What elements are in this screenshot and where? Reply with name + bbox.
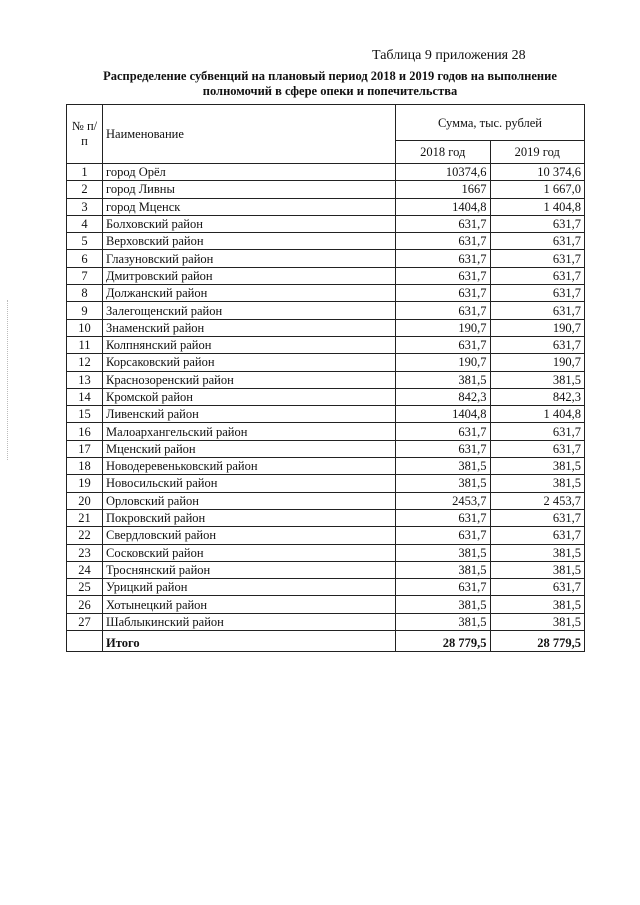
row-2019: 842,3 <box>490 388 585 405</box>
row-name: Свердловский район <box>103 527 396 544</box>
table-row <box>67 509 585 526</box>
row-2018: 381,5 <box>396 475 491 492</box>
row-2018: 631,7 <box>396 579 491 596</box>
row-num: 20 <box>67 492 103 509</box>
table-row <box>67 198 585 215</box>
row-2019: 2 453,7 <box>490 492 585 509</box>
row-2018: 381,5 <box>396 544 491 561</box>
table-row <box>67 544 585 561</box>
row-2019: 631,7 <box>490 336 585 353</box>
row-2019: 1 404,8 <box>490 198 585 215</box>
row-2019: 381,5 <box>490 458 585 475</box>
row-2018: 631,7 <box>396 267 491 284</box>
row-num: 7 <box>67 267 103 284</box>
row-name: Хотынецкий район <box>103 596 396 613</box>
row-2019: 631,7 <box>490 579 585 596</box>
table-row <box>67 354 585 371</box>
row-num: 26 <box>67 596 103 613</box>
row-name: Верховский район <box>103 233 396 250</box>
row-name: Кромской район <box>103 388 396 405</box>
table-body <box>67 164 585 631</box>
row-2018: 381,5 <box>396 458 491 475</box>
table-row <box>67 527 585 544</box>
row-2019: 631,7 <box>490 233 585 250</box>
row-2018: 631,7 <box>396 215 491 232</box>
header-name: Наименование <box>103 105 396 164</box>
row-name: город Орёл <box>103 164 396 181</box>
row-num: 9 <box>67 302 103 319</box>
total-2019: 28 779,5 <box>490 631 585 652</box>
row-name: Ливенский район <box>103 406 396 423</box>
row-2019: 631,7 <box>490 215 585 232</box>
row-2019: 381,5 <box>490 596 585 613</box>
row-num: 6 <box>67 250 103 267</box>
header-num <box>67 105 103 164</box>
row-2019: 631,7 <box>490 423 585 440</box>
row-2019: 1 404,8 <box>490 406 585 423</box>
row-name: Краснозоренский район <box>103 371 396 388</box>
row-num: 22 <box>67 527 103 544</box>
row-num: 1 <box>67 164 103 181</box>
row-num: 17 <box>67 440 103 457</box>
table-row <box>67 164 585 181</box>
row-2018: 381,5 <box>396 596 491 613</box>
row-name: Колпнянский район <box>103 336 396 353</box>
table-row <box>67 579 585 596</box>
row-num: 21 <box>67 509 103 526</box>
row-name: Орловский район <box>103 492 396 509</box>
table-row <box>67 423 585 440</box>
row-num: 23 <box>67 544 103 561</box>
row-2018: 631,7 <box>396 233 491 250</box>
table-row <box>67 492 585 509</box>
row-2019: 631,7 <box>490 250 585 267</box>
row-2018: 631,7 <box>396 440 491 457</box>
row-name: город Мценск <box>103 198 396 215</box>
row-2018: 1404,8 <box>396 406 491 423</box>
table-row <box>67 285 585 302</box>
row-2018: 631,7 <box>396 509 491 526</box>
row-2019: 381,5 <box>490 475 585 492</box>
row-name: Дмитровский район <box>103 267 396 284</box>
row-num: 10 <box>67 319 103 336</box>
row-2018: 631,7 <box>396 423 491 440</box>
table-row <box>67 596 585 613</box>
row-2019: 631,7 <box>490 509 585 526</box>
table-row <box>67 181 585 198</box>
appendix-label: Таблица 9 приложения 28 <box>372 48 526 63</box>
row-2018: 190,7 <box>396 319 491 336</box>
row-num: 14 <box>67 388 103 405</box>
row-2018: 2453,7 <box>396 492 491 509</box>
row-2018: 190,7 <box>396 354 491 371</box>
table-row <box>67 440 585 457</box>
row-name: Новодеревеньковский район <box>103 458 396 475</box>
total-num-cell <box>67 631 103 652</box>
table-row <box>67 302 585 319</box>
row-2019: 1 667,0 <box>490 181 585 198</box>
row-name: Болховский район <box>103 215 396 232</box>
row-2018: 1404,8 <box>396 198 491 215</box>
header-2018: 2018 год <box>396 141 491 164</box>
row-2018: 631,7 <box>396 250 491 267</box>
row-name: Урицкий район <box>103 579 396 596</box>
row-2019: 190,7 <box>490 319 585 336</box>
row-2018: 842,3 <box>396 388 491 405</box>
row-num: 3 <box>67 198 103 215</box>
subsidy-table <box>66 104 585 652</box>
row-name: Знаменский район <box>103 319 396 336</box>
header-num-label: № п/п <box>71 119 98 148</box>
table-row <box>67 267 585 284</box>
total-2018: 28 779,5 <box>396 631 491 652</box>
row-name: Малоархангельский район <box>103 423 396 440</box>
row-2019: 631,7 <box>490 285 585 302</box>
row-2018: 381,5 <box>396 371 491 388</box>
row-num: 25 <box>67 579 103 596</box>
row-num: 27 <box>67 613 103 630</box>
row-2019: 381,5 <box>490 544 585 561</box>
table-row <box>67 371 585 388</box>
row-num: 13 <box>67 371 103 388</box>
row-2018: 10374,6 <box>396 164 491 181</box>
row-2018: 381,5 <box>396 613 491 630</box>
table-row <box>67 458 585 475</box>
row-2019: 631,7 <box>490 527 585 544</box>
row-num: 4 <box>67 215 103 232</box>
row-num: 15 <box>67 406 103 423</box>
table-row <box>67 406 585 423</box>
table-row <box>67 233 585 250</box>
row-num: 2 <box>67 181 103 198</box>
row-num: 19 <box>67 475 103 492</box>
row-num: 5 <box>67 233 103 250</box>
row-name: Новосильский район <box>103 475 396 492</box>
table-row <box>67 319 585 336</box>
row-name: Шаблыкинский район <box>103 613 396 630</box>
row-name: Троснянский район <box>103 561 396 578</box>
row-name: Должанский район <box>103 285 396 302</box>
row-2019: 381,5 <box>490 371 585 388</box>
row-name: Сосковский район <box>103 544 396 561</box>
row-name: Мценский район <box>103 440 396 457</box>
total-row <box>67 631 585 652</box>
row-num: 11 <box>67 336 103 353</box>
row-name: город Ливны <box>103 181 396 198</box>
row-num: 18 <box>67 458 103 475</box>
row-2019: 631,7 <box>490 302 585 319</box>
table-row <box>67 336 585 353</box>
total-label: Итого <box>103 631 396 652</box>
scan-edge-line <box>7 300 8 460</box>
row-name: Корсаковский район <box>103 354 396 371</box>
table-row <box>67 250 585 267</box>
row-2018: 381,5 <box>396 561 491 578</box>
table-row <box>67 561 585 578</box>
row-2019: 381,5 <box>490 613 585 630</box>
row-2019: 190,7 <box>490 354 585 371</box>
row-2019: 631,7 <box>490 267 585 284</box>
header-2019: 2019 год <box>490 141 585 164</box>
row-name: Залегощенский район <box>103 302 396 319</box>
table-row <box>67 215 585 232</box>
row-2019: 381,5 <box>490 561 585 578</box>
document-title: Распределение субвенций на плановый период 2018 и 2019 годов на выполнение полномочий в сфере опеки и попечительства <box>103 69 557 98</box>
header-sum: Сумма, тыс. рублей <box>396 105 585 141</box>
row-name: Покровский район <box>103 509 396 526</box>
table-row <box>67 475 585 492</box>
row-2019: 10 374,6 <box>490 164 585 181</box>
row-2019: 631,7 <box>490 440 585 457</box>
row-2018: 631,7 <box>396 285 491 302</box>
row-2018: 1667 <box>396 181 491 198</box>
table-row <box>67 388 585 405</box>
row-2018: 631,7 <box>396 336 491 353</box>
row-2018: 631,7 <box>396 302 491 319</box>
row-2018: 631,7 <box>396 527 491 544</box>
table-row <box>67 613 585 630</box>
row-num: 8 <box>67 285 103 302</box>
row-num: 12 <box>67 354 103 371</box>
row-num: 16 <box>67 423 103 440</box>
row-name: Глазуновский район <box>103 250 396 267</box>
row-num: 24 <box>67 561 103 578</box>
